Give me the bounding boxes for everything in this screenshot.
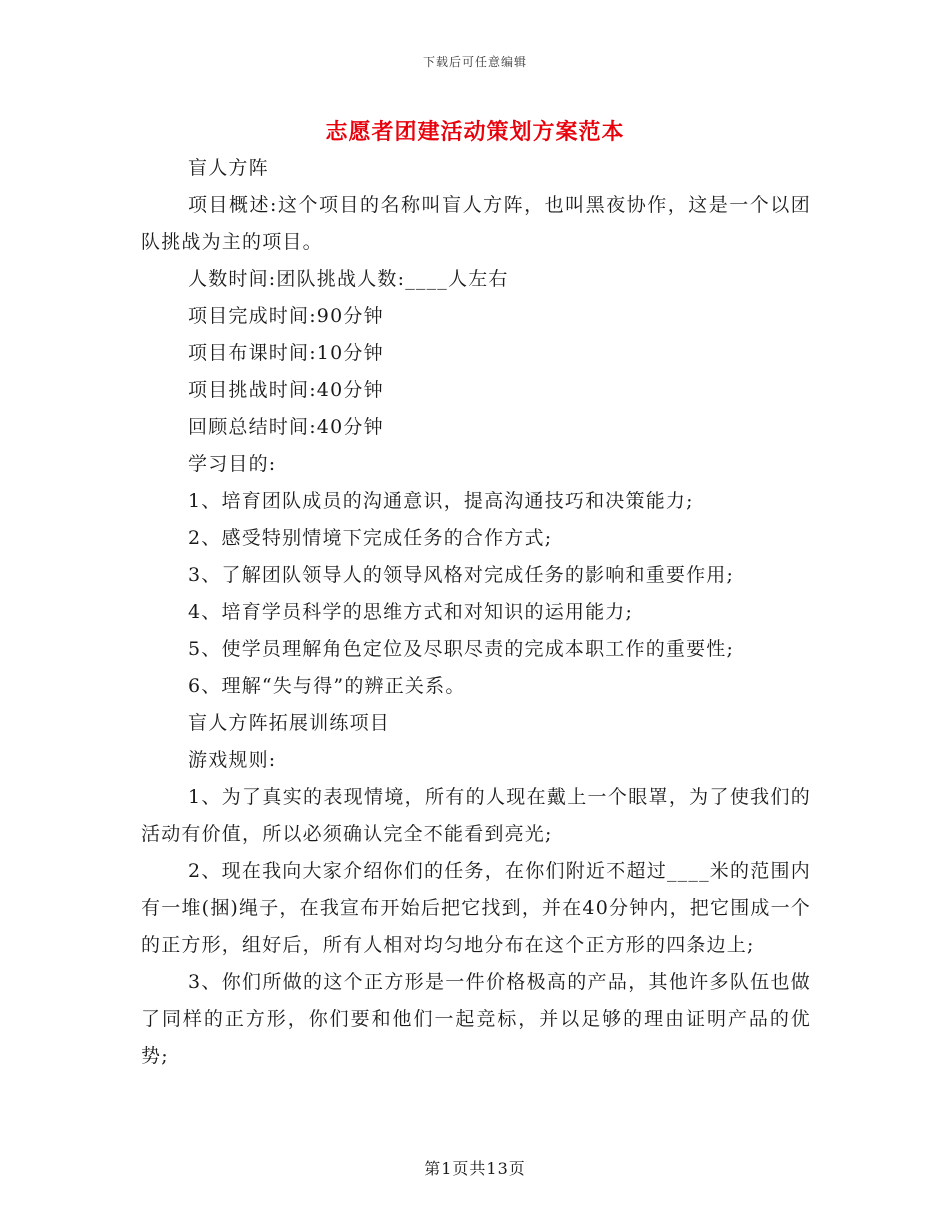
review-time-line: 回顾总结时间:40分钟	[188, 416, 384, 438]
section-heading-blind-square: 盲人方阵	[188, 157, 269, 179]
learning-goal-item: 6、理解“失与得”的辨正关系。	[188, 675, 466, 697]
game-rule-item: 1、为了真实的表现情境，所有的人现在戴上一个眼罩，为了使我们的活动有价值，所以必须确认完全不能看到亮光;	[141, 786, 811, 845]
learning-goal-item: 3、了解团队领导人的领导风格对完成任务的影响和重要作用;	[188, 564, 735, 586]
completion-time-line: 项目完成时间:90分钟	[188, 305, 384, 327]
learning-goals-heading: 学习目的:	[188, 453, 277, 475]
learning-goal-item: 4、培育学员科学的思维方式和对知识的运用能力;	[188, 601, 634, 623]
challenge-time-line: 项目挑战时间:40分钟	[188, 379, 384, 401]
game-rule-item: 2、现在我向大家介绍你们的任务，在你们附近不超过____米的范围内有一堆(捆)绳子，在我宣布开始后把它找到，并在40分钟内，把它围成一个的正方形，组好后，所有人相对均匀地分布在这个正方形的四条边上;	[141, 860, 812, 956]
page-number-footer: 第1页共13页	[424, 1159, 526, 1178]
game-rules-heading: 游戏规则:	[188, 749, 277, 771]
briefing-time-line: 项目布课时间:10分钟	[188, 342, 384, 364]
document-body	[141, 150, 811, 1075]
game-rule-item: 3、你们所做的这个正方形是一件价格极高的产品，其他许多队伍也做了同样的正方形，你们要和他们一起竞标，并以足够的理由证明产品的优势;	[141, 971, 811, 1067]
project-overview-paragraph: 项目概述:这个项目的名称叫盲人方阵，也叫黑夜协作，这是一个以团队挑战为主的项目。	[141, 194, 811, 253]
learning-goal-item: 2、感受特别情境下完成任务的合作方式;	[188, 527, 553, 549]
headcount-line: 人数时间:团队挑战人数:____人左右	[188, 268, 509, 290]
training-project-heading: 盲人方阵拓展训练项目	[188, 712, 391, 734]
document-title: 志愿者团建活动策划方案范本	[325, 119, 625, 145]
learning-goal-item: 5、使学员理解角色定位及尽职尽责的完成本职工作的重要性;	[188, 638, 735, 660]
header-note: 下载后可任意编辑	[422, 55, 527, 69]
learning-goal-item: 1、培育团队成员的沟通意识，提高沟通技巧和决策能力;	[188, 490, 694, 512]
